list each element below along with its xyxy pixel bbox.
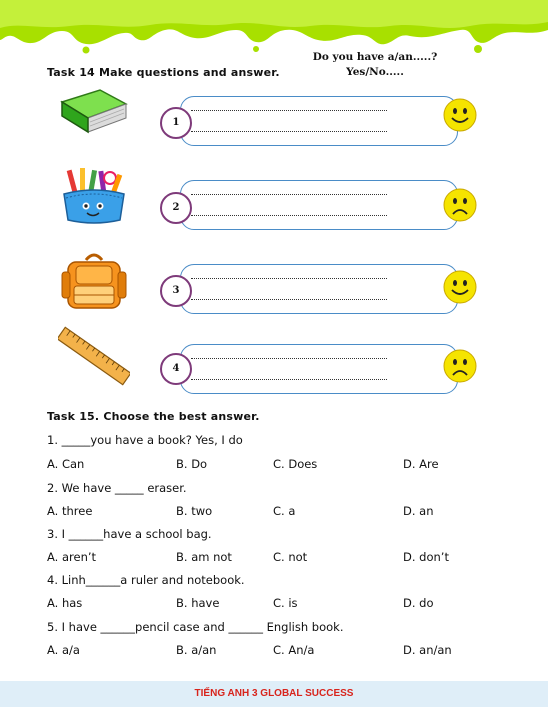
item-number-2: 2 [160, 192, 192, 224]
option-1d[interactable]: D. Are [403, 457, 439, 471]
option-3c[interactable]: C. not [273, 550, 308, 564]
answer-box-1[interactable] [180, 96, 458, 146]
answer-box-4[interactable] [180, 344, 458, 394]
item-number-3: 3 [160, 275, 192, 307]
option-4a[interactable]: A. has [47, 596, 83, 610]
answer-box-2[interactable] [180, 180, 458, 230]
option-1c[interactable]: C. Does [273, 457, 318, 471]
task14-prompt-line2: Yes/No..... [346, 66, 404, 78]
green-slime-header-decoration [0, 0, 548, 60]
task14-prompt [300, 50, 450, 80]
answer-line[interactable] [191, 299, 387, 300]
option-5a[interactable]: A. a/a [47, 643, 80, 657]
option-5b[interactable]: B. a/an [176, 643, 217, 657]
option-3a[interactable]: A. aren’t [47, 550, 97, 564]
book-icon [58, 88, 130, 150]
sad-face-icon [443, 349, 477, 383]
option-4b[interactable]: B. have [176, 596, 220, 610]
question-3: 3. I ______have a school bag. [47, 527, 212, 541]
answer-line[interactable] [191, 379, 387, 380]
sad-face-icon [443, 188, 477, 222]
happy-face-icon [443, 270, 477, 304]
happy-face-icon [443, 98, 477, 132]
option-2a[interactable]: A. three [47, 504, 93, 518]
task14-title: Task 14 Make questions and answer. [47, 66, 280, 79]
option-4c[interactable]: C. is [273, 596, 298, 610]
task15-title: Task 15. Choose the best answer. [47, 410, 260, 423]
option-2b[interactable]: B. two [176, 504, 213, 518]
task14-prompt-line1: Do you have a/an.....? [312, 51, 438, 63]
answer-line[interactable] [191, 215, 387, 216]
question-5: 5. I have ______pencil case and ______ English book. [47, 620, 344, 634]
option-4d[interactable]: D. do [403, 596, 434, 610]
option-5d[interactable]: D. an/an [403, 643, 452, 657]
option-3b[interactable]: B. am not [176, 550, 232, 564]
answer-line[interactable] [191, 110, 387, 111]
answer-box-3[interactable] [180, 264, 458, 314]
option-2d[interactable]: D. an [403, 504, 434, 518]
question-1: 1. _____you have a book? Yes, I do [47, 433, 243, 447]
option-2c[interactable]: C. a [273, 504, 296, 518]
item-number-1: 1 [160, 107, 192, 139]
answer-line[interactable] [191, 194, 387, 195]
ruler-icon [58, 325, 130, 387]
task14-item-3 [0, 250, 548, 320]
option-1a[interactable]: A. Can [47, 457, 85, 471]
question-2: 2. We have _____ eraser. [47, 481, 187, 495]
answer-line[interactable] [191, 358, 387, 359]
task14-item-1 [0, 88, 548, 158]
option-1b[interactable]: B. Do [176, 457, 208, 471]
option-3d[interactable]: D. don’t [403, 550, 449, 564]
answer-line[interactable] [191, 278, 387, 279]
option-5c[interactable]: C. An/a [273, 643, 315, 657]
task14-item-2 [0, 168, 548, 238]
task14-item-4 [0, 325, 548, 395]
question-4: 4. Linh______a ruler and notebook. [47, 573, 245, 587]
item-number-4: 4 [160, 353, 192, 385]
school-bag-icon [58, 250, 130, 312]
footer-title: TIẾNG ANH 3 GLOBAL SUCCESS [194, 688, 354, 699]
pencil-case-icon [58, 168, 130, 230]
answer-line[interactable] [191, 131, 387, 132]
